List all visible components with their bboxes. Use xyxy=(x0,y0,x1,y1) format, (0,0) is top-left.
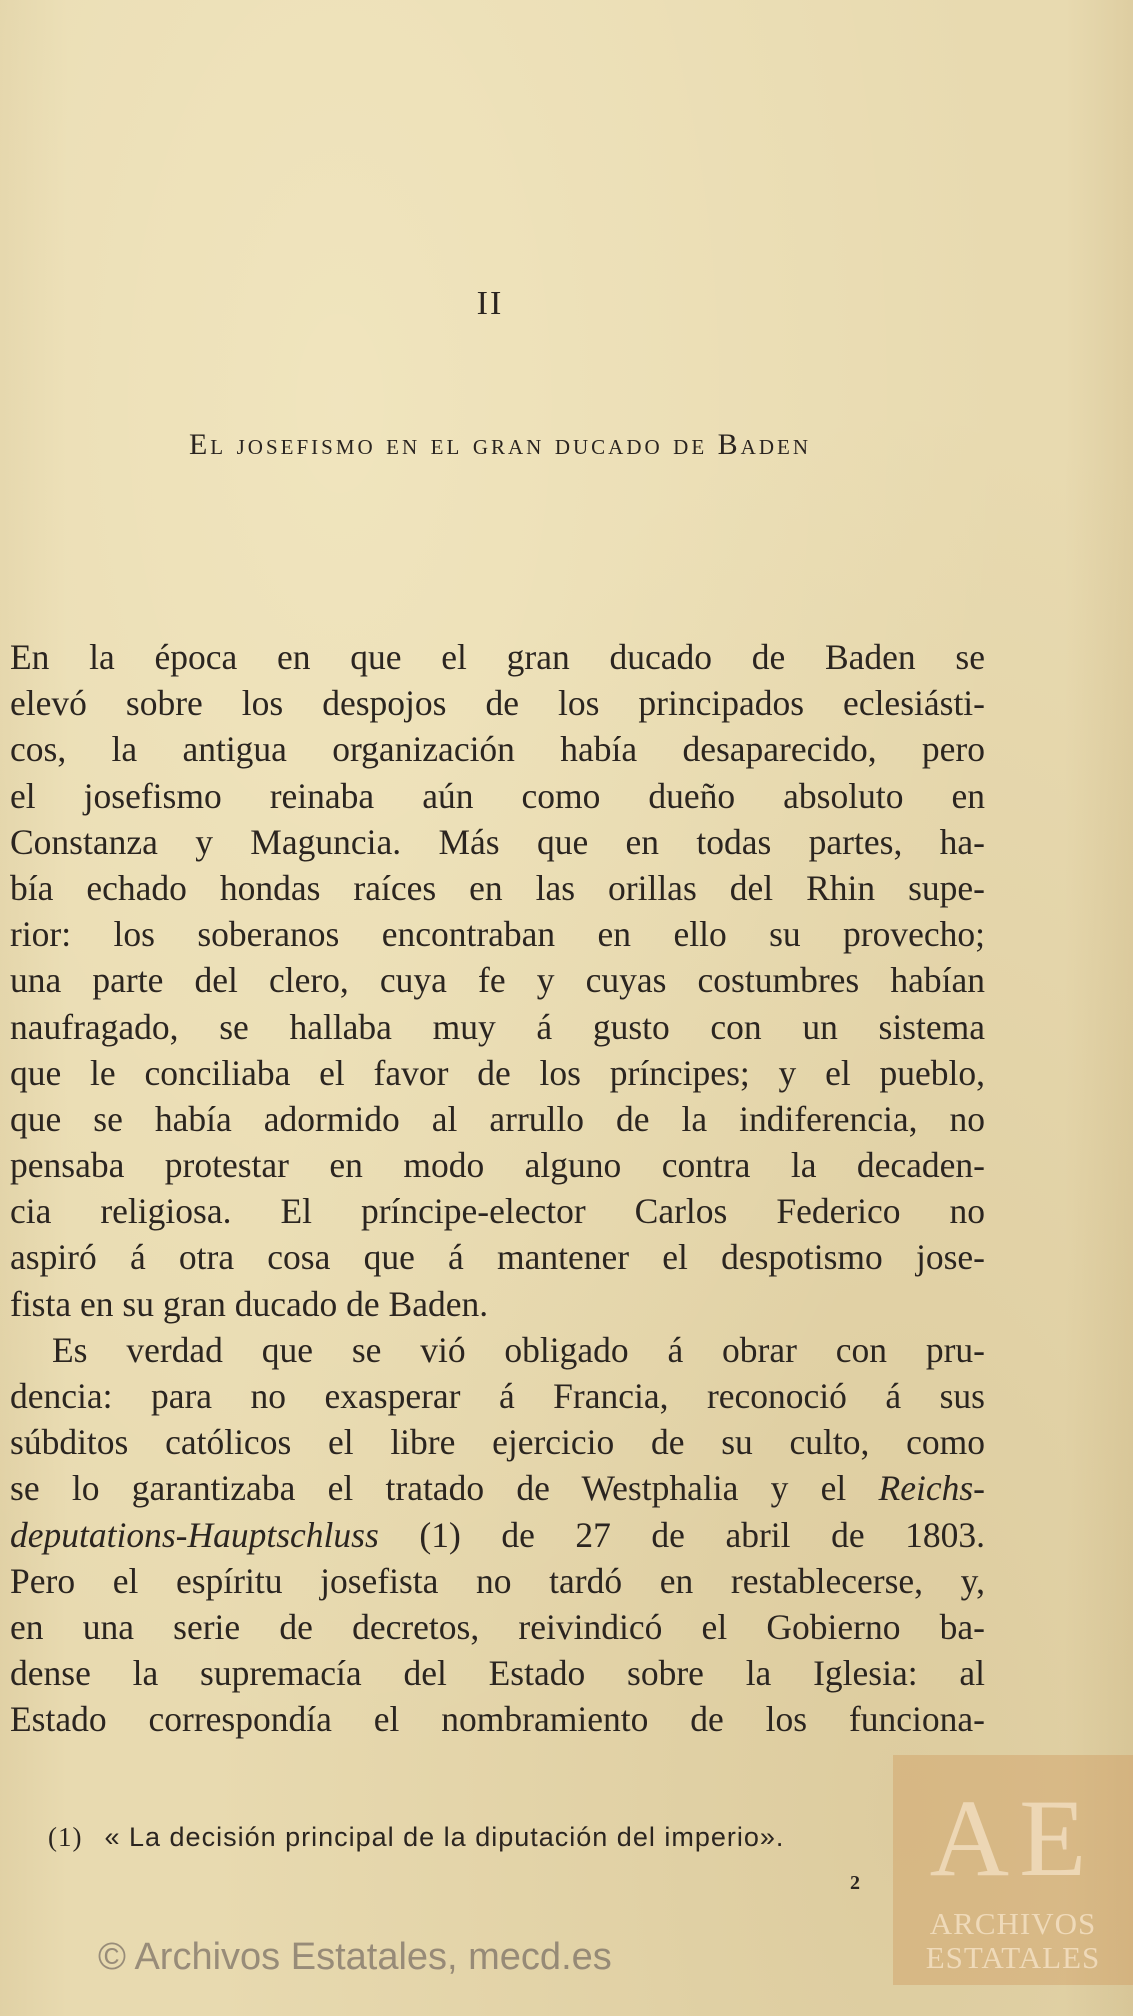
text-line: cia religiosa. El príncipe-elector Carlos Federico no xyxy=(10,1191,985,1232)
text-line: Constanza y Maguncia. Más que en todas partes, ha- xyxy=(10,821,985,862)
text-line xyxy=(10,1512,985,1558)
copyright-watermark: © Archivos Estatales, mecd.es xyxy=(98,1936,612,1978)
text-line: Pero el espíritu josefista no tardó en restablecerse, y, xyxy=(10,1560,985,1601)
text-line: bía echado hondas raíces en las orillas del Rhin supe- xyxy=(10,867,985,908)
text-line: que se había adormido al arrullo de la indiferencia, no xyxy=(10,1098,985,1139)
chapter-number: II xyxy=(476,285,504,322)
logo-name xyxy=(893,1907,1133,1975)
text-line: rior: los soberanos encontraban en ello su provecho; xyxy=(10,914,985,955)
logo-letters: AE xyxy=(929,1777,1097,1899)
text-line: elevó sobre los despojos de los principados eclesiásti- xyxy=(10,683,985,724)
text-segment: (1) de 27 de abril de 1803. xyxy=(419,1514,986,1555)
footnote xyxy=(48,1822,988,1853)
text-line: el josefismo reinaba aún como dueño absoluto en xyxy=(10,775,985,816)
signature-mark: 2 xyxy=(850,1872,860,1894)
text-line: En la época en que el gran ducado de Baden se xyxy=(10,637,985,677)
text-line: Es verdad que se vió obligado á obrar con pru- xyxy=(52,1329,985,1370)
text-line: naufragado, se hallaba muy á gusto con un sistema xyxy=(10,1006,985,1047)
text-line: Estado correspondía el nombramiento de los funciona- xyxy=(10,1699,985,1740)
text-line: que le conciliaba el favor de los príncipes; y el pueblo, xyxy=(10,1052,985,1093)
text-line: aspiró á otra cosa que á mantener el despotismo jose- xyxy=(10,1237,985,1278)
text-line: pensaba protestar en modo alguno contra la decaden- xyxy=(10,1145,985,1186)
text-segment: se lo garantizaba el tratado de Westphalia y el xyxy=(10,1468,847,1509)
text-line: fista en su gran ducado de Baden. xyxy=(10,1283,489,1324)
logo-line: ARCHIVOS xyxy=(929,1906,1097,1941)
text-line: en una serie de decretos, reivindicó el Gobierno ba- xyxy=(10,1606,985,1647)
text-line: dense la supremacía del Estado sobre la Iglesia: al xyxy=(10,1653,985,1694)
text-line: cos, la antigua organización había desaparecido, pero xyxy=(10,729,985,770)
logo-line: ESTATALES xyxy=(925,1940,1101,1975)
text-line: dencia: para no exasperar á Francia, reconoció á sus xyxy=(10,1376,985,1416)
archive-logo xyxy=(893,1755,1133,1985)
italic-term: deputations-Hauptschluss xyxy=(10,1514,379,1555)
footnote-number: (1) xyxy=(48,1822,83,1852)
body-text xyxy=(10,634,985,1743)
footnote-text: « La decisión principal de la diputación del imperio». xyxy=(104,1822,785,1852)
chapter-title: El josefismo en el gran ducado de Baden xyxy=(188,428,811,461)
italic-term: Reichs- xyxy=(878,1468,985,1509)
text-line xyxy=(10,1465,985,1511)
text-line: una parte del clero, cuya fe y cuyas costumbres habían xyxy=(10,960,985,1001)
text-line: súbditos católicos el libre ejercicio de su culto, como xyxy=(10,1422,985,1463)
